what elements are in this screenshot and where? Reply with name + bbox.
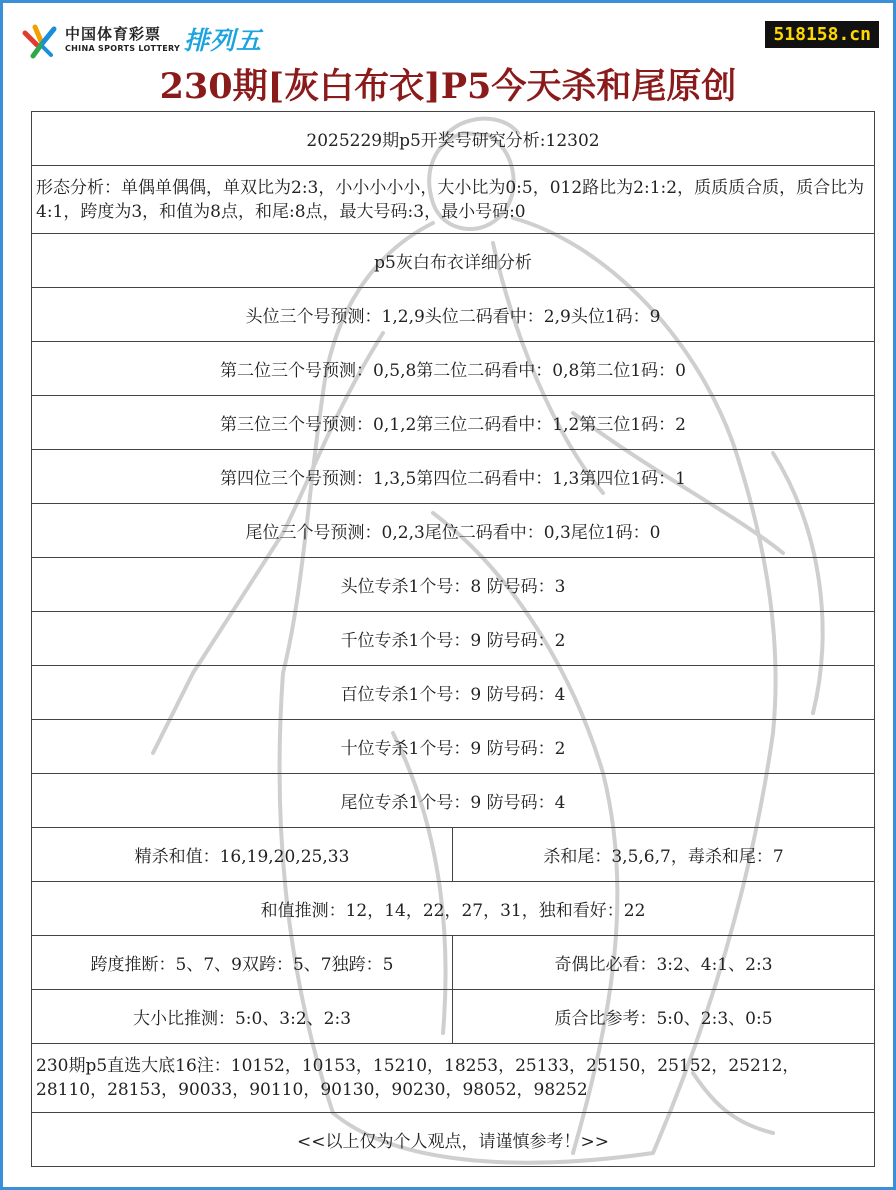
kill-position-2: 千位专杀1个号：9 防号码：2 [32, 612, 875, 666]
tail-kill-cell: 杀和尾：3,5,6,7，毒杀和尾：7 [453, 828, 875, 882]
logo-english-name: CHINA SPORTS LOTTERY [65, 44, 181, 53]
site-badge[interactable]: 518158.cn [765, 21, 879, 48]
kill-position-1: 头位专杀1个号：8 防号码：3 [32, 558, 875, 612]
position-3-prediction: 第三位三个号预测：0,1,2第三位二码看中：1,2第三位1码：2 [32, 396, 875, 450]
prev-result-row: 2025229期p5开奖号研究分析:12302 [32, 112, 875, 166]
big-small-cell: 大小比推测：5:0、3:2、2:3 [32, 990, 453, 1044]
disclaimer-row: <<以上仅为个人观点，请谨慎参考！>> [32, 1113, 875, 1167]
direct-picks-row: 230期p5直选大底16注：10152，10153，15210，18253，25133，25150，25152，25212，28110，28153，90033，90110，90130，90230，98052，98252 [32, 1044, 875, 1113]
span-predict-cell: 跨度推断：5、7、9双跨：5、7独跨：5 [32, 936, 453, 990]
analysis-table [31, 111, 875, 1167]
page-title: 230期[灰白布衣]P5今天杀和尾原创 [159, 66, 737, 107]
lottery-logo-icon [21, 23, 59, 59]
detail-title-row: p5灰白布衣详细分析 [32, 234, 875, 288]
prime-composite-cell: 质合比参考：5:0、2:3、0:5 [453, 990, 875, 1044]
logo-game-name: 排列五 [184, 26, 263, 55]
logo-chinese-name: 中国体育彩票 [65, 25, 162, 43]
position-5-prediction: 尾位三个号预测：0,2,3尾位二码看中：0,3尾位1码：0 [32, 504, 875, 558]
sum-predict-row: 和值推测：12，14，22，27，31，独和看好：22 [32, 882, 875, 936]
lottery-logo [21, 21, 291, 61]
header [3, 3, 893, 111]
kill-position-5: 尾位专杀1个号：9 防号码：4 [32, 774, 875, 828]
sum-kill-cell: 精杀和值：16,19,20,25,33 [32, 828, 453, 882]
position-4-prediction: 第四位三个号预测：1,3,5第四位二码看中：1,3第四位1码：1 [32, 450, 875, 504]
form-analysis-row: 形态分析：单偶单偶偶，单双比为2:3，小小小小小，大小比为0:5，012路比为2:1:2，质质质合质，质合比为4:1，跨度为3，和值为8点，和尾:8点，最大号码:3，最小号码:0 [32, 166, 875, 234]
position-2-prediction: 第二位三个号预测：0,5,8第二位二码看中：0,8第二位1码：0 [32, 342, 875, 396]
position-1-prediction: 头位三个号预测：1,2,9头位二码看中：2,9头位1码：9 [32, 288, 875, 342]
odd-even-cell: 奇偶比必看：3:2、4:1、2:3 [453, 936, 875, 990]
kill-position-3: 百位专杀1个号：9 防号码：4 [32, 666, 875, 720]
kill-position-4: 十位专杀1个号：9 防号码：2 [32, 720, 875, 774]
